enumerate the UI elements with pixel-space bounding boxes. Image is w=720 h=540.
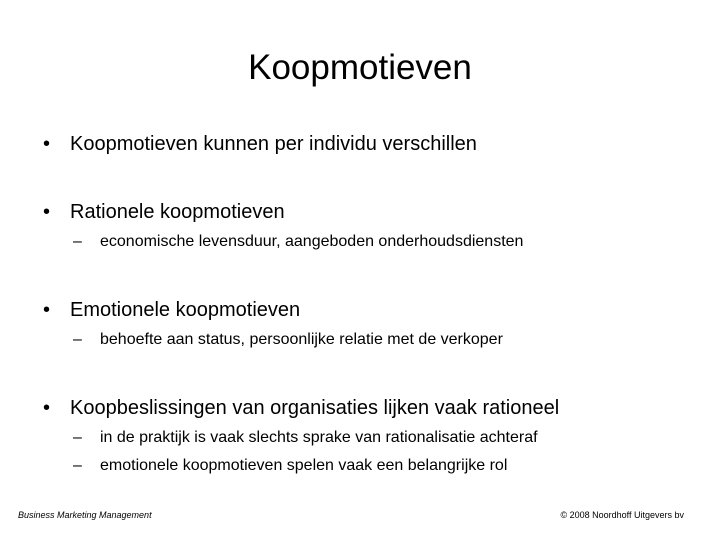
footer-book-title: Business Marketing Management [18, 510, 152, 520]
bullet-text: Koopmotieven kunnen per individu verschillen [70, 133, 477, 155]
bullet-text: Emotionele koopmotieven [70, 299, 301, 321]
slide-title: Koopmotieven [248, 48, 472, 87]
bullet-glyph: • [43, 133, 51, 155]
bullet-item [43, 297, 300, 323]
sub-bullet-text: economische levensduur, aangeboden onderhoudsdiensten [100, 233, 524, 250]
sub-bullet-item [73, 329, 503, 351]
footer-copyright: © 2008 Noordhoff Uitgevers bv [560, 510, 684, 520]
dash-glyph: – [73, 331, 82, 348]
dash-glyph: – [73, 457, 82, 474]
sub-bullet-item [73, 231, 523, 253]
sub-bullet-text: emotionele koopmotieven spelen vaak een belangrijke rol [100, 457, 508, 474]
bullet-glyph: • [43, 201, 51, 223]
dash-glyph: – [73, 233, 82, 250]
sub-bullet-text: behoefte aan status, persoonlijke relatie met de verkoper [100, 331, 503, 348]
bullet-item [43, 395, 559, 421]
bullet-glyph: • [43, 299, 51, 321]
sub-bullet-text: in de praktijk is vaak slechts sprake van rationalisatie achteraf [100, 429, 538, 446]
bullet-glyph: • [43, 397, 51, 419]
bullet-text: Rationele koopmotieven [70, 201, 285, 223]
bullet-item [43, 131, 477, 157]
bullet-text: Koopbeslissingen van organisaties lijken vaak rationeel [70, 397, 560, 419]
dash-glyph: – [73, 429, 82, 446]
sub-bullet-item [73, 455, 507, 477]
bullet-item [43, 199, 285, 225]
sub-bullet-item [73, 427, 538, 449]
